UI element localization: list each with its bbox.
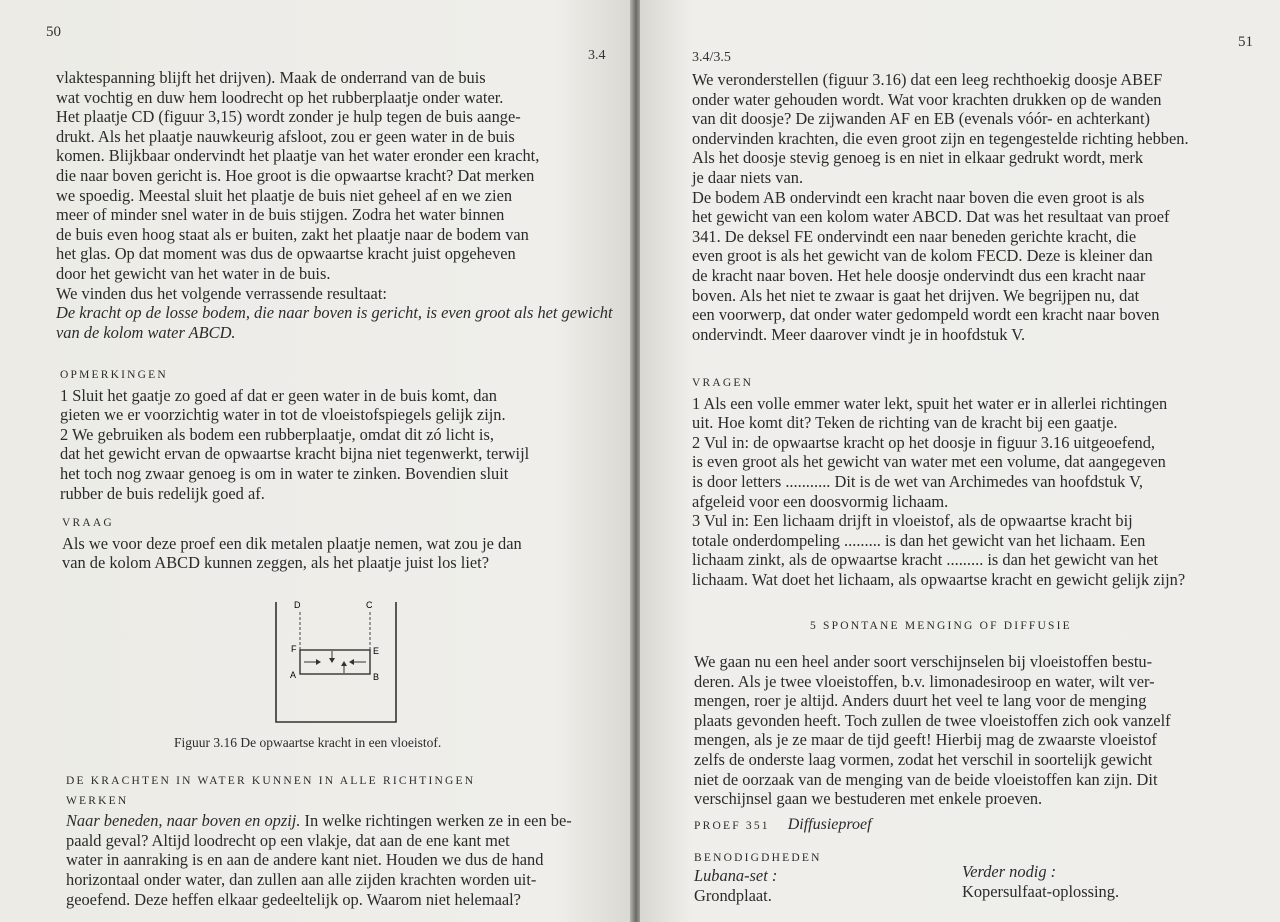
result-line: van de kolom water ABCD.	[56, 322, 236, 342]
text-line: boven. Als het niet te zwaar is gaat het drijven. We begrijpen nu, dat	[692, 285, 1140, 305]
text-line: deren. Als je twee vloeistoffen, b.v. limonadesiroop en water, wilt ver-	[694, 671, 1155, 691]
text-line: van de kolom ABCD kunnen zeggen, als het plaatje juist los liet?	[62, 553, 489, 573]
label-e: E	[373, 646, 380, 656]
text-line: afgeleid voor een doosvormig lichaam.	[692, 491, 949, 511]
krachten-heading: WERKEN	[66, 794, 129, 807]
opmerkingen-heading: OPMERKINGEN	[60, 369, 168, 381]
text-line: totale onderdompeling ......... is dan het gewicht van het lichaam. Een	[692, 530, 1146, 550]
proef-title: Diffusieproef	[787, 816, 872, 833]
label-a: A	[290, 670, 297, 680]
text-line: 1 Als een volle emmer water lekt, spuit het water er in allerlei richtingen	[692, 393, 1168, 413]
benodigdheden-col-1	[694, 866, 944, 905]
text-line: even groot is als het gewicht van de kolom FECD. Deze is kleiner dan	[692, 246, 1153, 266]
text-line: ondervinden krachten, die even groot zijn en tegengestelde richting hebben.	[692, 128, 1189, 148]
text-line: lichaam. Wat doet het lichaam, als opwaartse kracht en gewicht gelijk zijn?	[692, 569, 1186, 589]
krachten-block	[66, 772, 622, 909]
label-b: B	[373, 672, 380, 682]
text-line: plaats gevonden heeft. Toch zullen de twee vloeistoffen zich ook vanzelf	[694, 710, 1171, 730]
benodigdheden-col-2	[962, 862, 1242, 901]
text-line: vlaktespanning blijft het drijven). Maak de onderrand van de buis	[56, 68, 486, 87]
col1-value: Grondplaat.	[694, 885, 772, 905]
section-marker-left: 3.4	[588, 48, 606, 63]
text-line: mengen, roer je altijd. Anders duurt het veel te lang voor de menging	[694, 691, 1147, 711]
text-line: lichaam zinkt, als de opwaartse kracht ......... is dan het gewicht van het	[692, 550, 1159, 570]
text-line: is even groot als het gewicht van water met een volume, dat aangegeven	[692, 452, 1166, 472]
text-line: van dit doosje? De zijwanden AF en EB (evenals vóór- en achterkant)	[692, 109, 1151, 129]
text-line: We vinden dus het volgende verrassende resultaat:	[56, 283, 387, 303]
text-line: We veronderstellen (figuur 3.16) dat een leeg rechthoekig doosje ABEF	[692, 70, 1163, 89]
krachten-heading: DE KRACHTEN IN WATER KUNNEN IN ALLE RICHTINGEN	[66, 775, 476, 787]
text-line: door het gewicht van het water in de buis.	[56, 263, 331, 283]
right-paragraph-1	[692, 70, 1264, 344]
left-paragraph-1	[56, 68, 616, 342]
text-line: 1 Sluit het gaatje zo goed af dat er geen water in de buis komt, dan	[60, 385, 497, 405]
figure-caption: Figuur 3.16 De opwaartse kracht in een vloeistof.	[174, 735, 442, 750]
text-line: Als we voor deze proef een dik metalen plaatje nemen, wat zou je dan	[62, 533, 522, 553]
text-line: ondervindt. Meer daarover vindt je in hoofdstuk V.	[692, 324, 1026, 344]
text-line: de buis even hoog staat als er buiten, zakt het plaatje naar de bodem van	[56, 224, 529, 244]
text-line: geoefend. Deze heffen elkaar gedeeltelijk op. Waarom niet helemaal?	[66, 889, 521, 909]
left-page	[0, 0, 632, 922]
vragen-heading: VRAGEN	[692, 377, 754, 389]
text-line: rubber de buis redelijk goed af.	[60, 483, 265, 503]
col2-label: Verder nodig :	[962, 862, 1057, 881]
text-line: dat het gewicht ervan de opwaartse kracht bijna niet tegenwerkt, terwijl	[60, 444, 530, 464]
text-line: 3 Vul in: Een lichaam drijft in vloeistof, als de opwaartse kracht bij	[692, 511, 1133, 531]
page-number-right: 51	[1238, 34, 1253, 50]
result-line: De kracht op de losse bodem, die naar boven is gericht, is even groot als het gewicht	[56, 303, 613, 323]
text-line: je daar niets van.	[692, 167, 804, 187]
text-line: drukt. Als het plaatje nauwkeurig afsloot, zou er geen water in de buis	[56, 126, 515, 146]
opmerkingen-block	[60, 366, 620, 503]
vraag-block	[62, 514, 622, 573]
text-line: we spoedig. Meestal sluit het plaatje de buis niet geheel af en we zien	[56, 185, 513, 205]
text-line: wat vochtig en duw hem loodrecht op het rubberplaatje onder water.	[56, 87, 504, 107]
label-d: D	[294, 600, 301, 610]
vragen-block	[692, 374, 1264, 590]
text-line: verschijnsel gaan we bestuderen met enkele proeven.	[694, 789, 1043, 809]
text-line: paald geval? Altijd loodrecht op een vlakje, dat aan de ene kant met	[66, 830, 510, 850]
proef-line	[694, 816, 872, 834]
text-line: 2 We gebruiken als bodem een rubberplaatje, omdat dit zó licht is,	[60, 424, 494, 444]
label-c: C	[366, 600, 373, 610]
text-line: het toch nog zwaar genoeg is om in water te zinken. Bovendien sluit	[60, 463, 509, 483]
text-line: De bodem AB ondervindt een kracht naar boven die even groot is als	[692, 187, 1145, 207]
section-marker-right: 3.4/3.5	[692, 50, 731, 65]
text-line: water in aanraking is en aan de andere kant niet. Houden we dus de hand	[66, 850, 544, 870]
text-line: is door letters ........... Dit is de wet van Archimedes van hoofdstuk V,	[692, 471, 1143, 491]
text-line: komen. Blijkbaar ondervindt het plaatje van het water eronder een kracht,	[56, 146, 540, 166]
text-line: We gaan nu een heel ander soort verschijnselen bij vloeistoffen bestu-	[694, 652, 1153, 671]
text-line: Als het doosje stevig genoeg is en niet in elkaar gedrukt wordt, merk	[692, 148, 1144, 168]
text-line: een voorwerp, dat onder water gedompeld wordt een kracht naar boven	[692, 305, 1160, 325]
right-paragraph-2	[694, 652, 1264, 809]
text-line: uit. Hoe komt dit? Teken de richting van de kracht bij een gaatje.	[692, 413, 1118, 433]
text-line: de kracht naar boven. Het hele doosje ondervindt dus een kracht naar	[692, 265, 1146, 285]
proef-label: PROEF 351	[694, 820, 770, 832]
figure-3-16-diagram	[260, 598, 410, 726]
text-line: het gewicht van een kolom water ABCD. Dat was het resultaat van proef	[692, 207, 1170, 227]
text-line: het glas. Op dat moment was dus de opwaartse kracht juist opgeheven	[56, 244, 516, 264]
krachten-lead: Naar beneden, naar boven en opzij.	[66, 811, 301, 831]
text-line: gieten we er voorzichtig water in tot de vloeistofspiegels gelijk zijn.	[60, 405, 506, 425]
label-f: F	[291, 644, 297, 654]
text-line: 2 Vul in: de opwaartse kracht op het doosje in figuur 3.16 uitgeoefend,	[692, 432, 1156, 452]
vraag-heading: VRAAG	[62, 517, 114, 529]
text-line: meer of minder snel water in de buis stijgen. Zodra het water binnen	[56, 205, 505, 225]
col2-value: Kopersulfaat-oplossing.	[962, 881, 1120, 901]
text-line: niet de oorzaak van de menging van de beide vloeistoffen kan zijn. Dit	[694, 769, 1158, 789]
section-heading: 5 SPONTANE MENGING OF DIFFUSIE	[810, 620, 1072, 632]
text-line: mengen, als je ze maar de tijd geeft! Hierbij mag de zwaarste vloeistof	[694, 730, 1157, 750]
text-line: die naar boven gericht is. Hoe groot is die opwaartse kracht? Dat merken	[56, 165, 535, 185]
text-line: 341. De deksel FE ondervindt een naar beneden gerichte kracht, die	[692, 226, 1137, 246]
text-line: zelfs de onderste laag vormen, zodat het verschil in soortelijk gewicht	[694, 749, 1153, 769]
col1-label: Lubana-set :	[694, 866, 778, 885]
benodigdheden-heading: BENODIGDHEDEN	[694, 852, 822, 864]
text-line: onder water gehouden wordt. Wat voor krachten drukken op de wanden	[692, 89, 1162, 109]
text-line: In welke richtingen werken ze in een be-	[300, 811, 572, 831]
page-number-left: 50	[46, 24, 61, 40]
text-line: Het plaatje CD (figuur 3,15) wordt zonder je hulp tegen de buis aange-	[56, 107, 521, 127]
text-line: horizontaal onder water, dan zullen aan alle zijden krachten worden uit-	[66, 869, 537, 889]
right-page	[640, 0, 1280, 922]
